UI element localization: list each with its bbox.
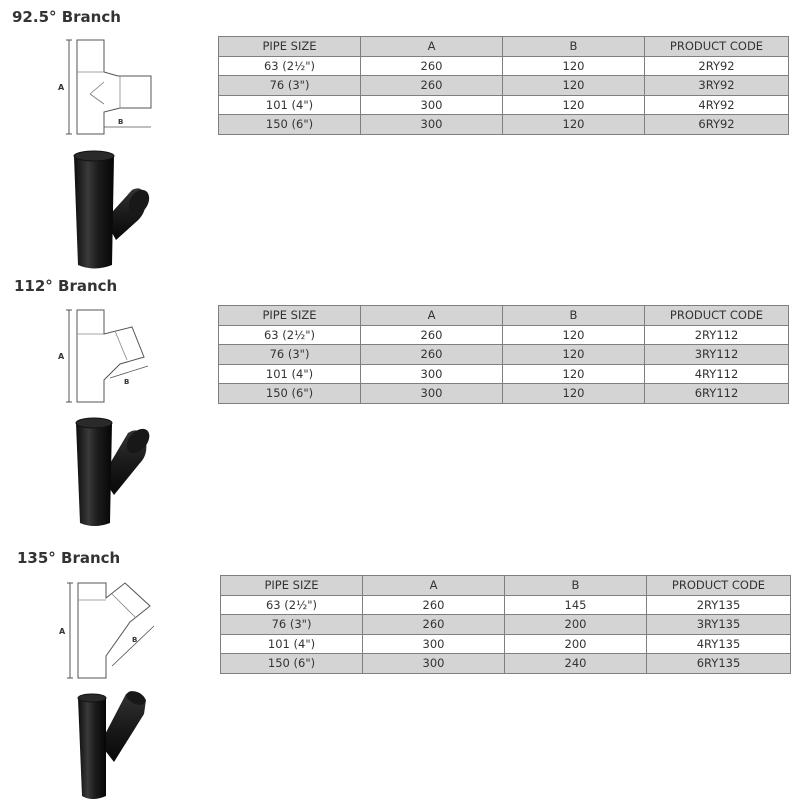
pipe-photo-92 [60, 150, 170, 275]
dim-label-a: A [59, 627, 66, 636]
column-header: PRODUCT CODE [645, 306, 789, 326]
cell-b: 240 [505, 654, 647, 674]
pipe-photo-135 [60, 688, 170, 803]
cell-pipe-size: 150 (6") [219, 384, 361, 404]
cell-pipe-size: 150 (6") [221, 654, 363, 674]
technical-drawing-135 [50, 578, 170, 688]
column-header: A [361, 306, 503, 326]
column-header: PRODUCT CODE [645, 37, 789, 57]
cell-a: 260 [361, 76, 503, 96]
section-title: 92.5° Branch [12, 8, 121, 26]
branch-section-92 [0, 0, 800, 275]
cell-b: 200 [505, 634, 647, 654]
table-row [221, 595, 791, 615]
cell-b: 120 [503, 325, 645, 345]
cell-a: 300 [363, 634, 505, 654]
column-header: PIPE SIZE [219, 306, 361, 326]
table-header-row [221, 576, 791, 596]
table-header-row [219, 37, 789, 57]
dim-label-a: A [58, 352, 65, 361]
table-row [219, 325, 789, 345]
table-row [219, 76, 789, 96]
cell-a: 300 [361, 364, 503, 384]
cell-product-code: 4RY135 [647, 634, 791, 654]
dim-label-b: B [124, 378, 130, 386]
cell-pipe-size: 101 (4") [221, 634, 363, 654]
column-header: PIPE SIZE [219, 37, 361, 57]
table-header-row [219, 306, 789, 326]
dim-label-a: A [58, 83, 65, 92]
spec-table-92 [218, 36, 789, 135]
cell-a: 300 [363, 654, 505, 674]
cell-pipe-size: 76 (3") [221, 615, 363, 635]
cell-b: 120 [503, 115, 645, 135]
cell-b: 200 [505, 615, 647, 635]
cell-pipe-size: 150 (6") [219, 115, 361, 135]
column-header: B [505, 576, 647, 596]
cell-product-code: 4RY92 [645, 95, 789, 115]
cell-a: 300 [361, 115, 503, 135]
cell-product-code: 6RY112 [645, 384, 789, 404]
spec-table-135 [220, 575, 791, 674]
spec-table-112 [218, 305, 789, 404]
cell-pipe-size: 63 (2½") [219, 325, 361, 345]
cell-b: 120 [503, 95, 645, 115]
cell-product-code: 2RY135 [647, 595, 791, 615]
column-header: PRODUCT CODE [647, 576, 791, 596]
technical-drawing-112 [50, 302, 170, 412]
section-title: 112° Branch [14, 277, 118, 295]
cell-b: 120 [503, 345, 645, 365]
cell-a: 300 [361, 95, 503, 115]
table-row [219, 384, 789, 404]
cell-product-code: 6RY92 [645, 115, 789, 135]
cell-product-code: 3RY92 [645, 76, 789, 96]
table-row [219, 345, 789, 365]
table-row [219, 95, 789, 115]
cell-b: 120 [503, 384, 645, 404]
cell-a: 260 [361, 345, 503, 365]
cell-a: 260 [361, 56, 503, 76]
table-row [219, 115, 789, 135]
table-row [219, 56, 789, 76]
cell-product-code: 3RY135 [647, 615, 791, 635]
column-header: A [361, 37, 503, 57]
cell-product-code: 3RY112 [645, 345, 789, 365]
branch-section-135 [0, 540, 800, 800]
technical-drawing-92 [50, 32, 170, 162]
cell-product-code: 2RY92 [645, 56, 789, 76]
pipe-photo-112 [60, 415, 170, 535]
table-row [221, 615, 791, 635]
cell-b: 120 [503, 364, 645, 384]
cell-pipe-size: 63 (2½") [219, 56, 361, 76]
branch-section-112 [0, 270, 800, 540]
column-header: B [503, 37, 645, 57]
dim-label-b: B [118, 118, 124, 126]
table-row [221, 634, 791, 654]
cell-pipe-size: 101 (4") [219, 364, 361, 384]
column-header: A [363, 576, 505, 596]
cell-product-code: 2RY112 [645, 325, 789, 345]
cell-pipe-size: 63 (2½") [221, 595, 363, 615]
column-header: B [503, 306, 645, 326]
cell-pipe-size: 101 (4") [219, 95, 361, 115]
table-row [219, 364, 789, 384]
cell-product-code: 4RY112 [645, 364, 789, 384]
dim-label-b: B [132, 636, 138, 644]
cell-a: 260 [363, 615, 505, 635]
cell-b: 120 [503, 56, 645, 76]
cell-product-code: 6RY135 [647, 654, 791, 674]
column-header: PIPE SIZE [221, 576, 363, 596]
section-title: 135° Branch [17, 549, 121, 567]
cell-a: 300 [361, 384, 503, 404]
cell-b: 120 [503, 76, 645, 96]
cell-b: 145 [505, 595, 647, 615]
cell-pipe-size: 76 (3") [219, 345, 361, 365]
cell-a: 260 [361, 325, 503, 345]
cell-pipe-size: 76 (3") [219, 76, 361, 96]
cell-a: 260 [363, 595, 505, 615]
table-row [221, 654, 791, 674]
